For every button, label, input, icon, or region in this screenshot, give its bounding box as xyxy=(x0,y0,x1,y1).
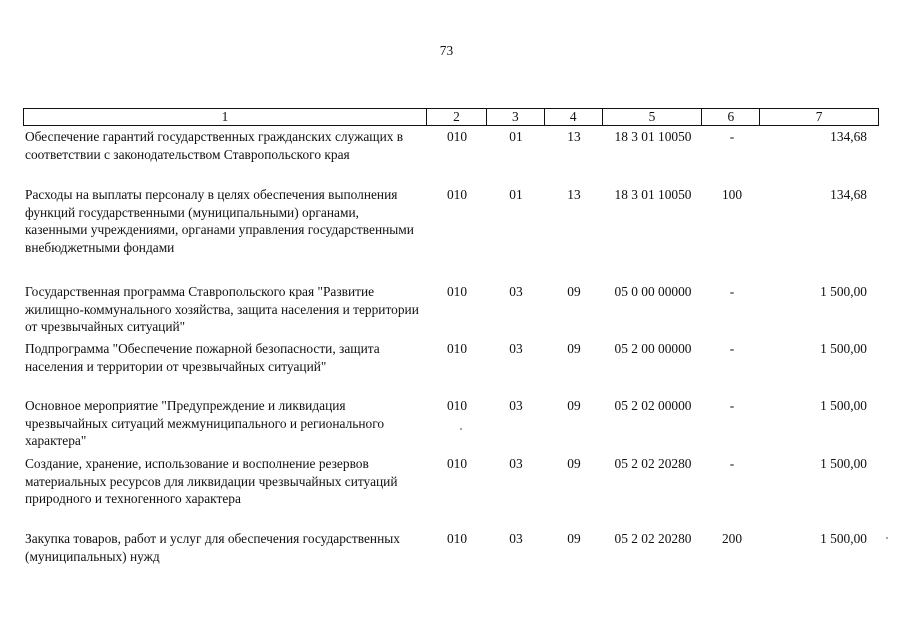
page-number: 73 xyxy=(439,43,454,58)
row-col-7: 134,68 xyxy=(830,187,867,202)
row-col-2: 010 xyxy=(446,398,468,413)
row-col-2: 010 xyxy=(446,456,468,471)
row-col-3: 03 xyxy=(509,531,523,546)
row-col-6: - xyxy=(729,456,735,471)
table-row xyxy=(23,397,879,450)
row-col-6: - xyxy=(729,341,735,356)
row-col-5: 05 0 00 00000 xyxy=(614,284,692,299)
column-header-4: 4 xyxy=(545,109,603,125)
row-col-2: 010 xyxy=(446,129,468,144)
row-description: Основное мероприятие "Предупреждение и ликвидация чрезвычайных ситуаций межмуниципального и регионального характера" xyxy=(25,398,385,449)
row-col-4: 09 xyxy=(567,456,581,471)
row-col-3: 01 xyxy=(509,129,523,144)
row-description: Подпрограмма "Обеспечение пожарной безопасности, защита населения и территории от чрезвычайных ситуаций" xyxy=(25,341,380,374)
table-row xyxy=(23,186,879,256)
row-col-4: 09 xyxy=(567,284,581,299)
row-col-5: 05 2 00 00000 xyxy=(614,341,692,356)
table-header xyxy=(23,108,879,126)
row-col-6: 100 xyxy=(721,187,743,202)
row-col-4: 09 xyxy=(567,341,581,356)
row-col-4: 09 xyxy=(567,398,581,413)
row-col-6: - xyxy=(729,284,735,299)
column-header-1: 1 xyxy=(24,109,427,125)
row-col-6: - xyxy=(729,398,735,413)
table-row xyxy=(23,283,879,336)
row-col-3: 03 xyxy=(509,398,523,413)
row-col-6: - xyxy=(729,129,735,144)
row-col-3: 03 xyxy=(509,284,523,299)
row-col-7: 134,68 xyxy=(830,129,867,144)
row-col-3: 01 xyxy=(509,187,523,202)
row-col-2: 010 xyxy=(446,284,468,299)
row-col-5: 05 2 02 20280 xyxy=(614,456,692,471)
row-col-2: 010 xyxy=(446,187,468,202)
row-description: Государственная программа Ставропольского края "Развитие жилищно-коммунального хозяйства, защита населения и территории от чрезвычайных ситуаций" xyxy=(25,284,419,335)
row-col-7: 1 500,00 xyxy=(820,531,867,546)
row-col-7: 1 500,00 xyxy=(820,341,867,356)
column-header-7: 7 xyxy=(815,109,823,124)
table-row xyxy=(23,455,879,508)
row-col-2: 010 xyxy=(446,341,468,356)
row-description: Обеспечение гарантий государственных гражданских служащих в соответствии с законодательством Ставропольского края xyxy=(25,129,404,162)
row-col-7: 1 500,00 xyxy=(820,398,867,413)
row-col-5: 18 3 01 10050 xyxy=(614,129,692,144)
table-row xyxy=(23,340,879,375)
column-header-3: 3 xyxy=(487,109,545,125)
row-col-5: 05 2 02 20280 xyxy=(614,531,692,546)
row-description: Создание, хранение, использование и восполнение резервов материальных ресурсов для ликвидации чрезвычайных ситуаций природного и техногенного характера xyxy=(25,456,398,507)
column-header-2: 2 xyxy=(427,109,487,125)
column-header-5: 5 xyxy=(603,109,703,125)
row-col-6: 200 xyxy=(721,531,743,546)
scan-speck xyxy=(886,537,888,539)
table-row xyxy=(23,128,879,163)
row-col-4: 09 xyxy=(567,531,581,546)
row-description: Расходы на выплаты персоналу в целях обеспечения выполнения функций государственными (муниципальными) органами, казенными учреждениями, органами управления государственными внебюджетными фондами xyxy=(25,187,414,255)
row-col-3: 03 xyxy=(509,341,523,356)
row-description: Закупка товаров, работ и услуг для обеспечения государственных (муниципальных) нужд xyxy=(25,531,400,564)
row-col-4: 13 xyxy=(567,187,581,202)
row-col-2: 010 xyxy=(446,531,468,546)
row-col-5: 05 2 02 00000 xyxy=(614,398,692,413)
column-header-6: 6 xyxy=(702,109,760,125)
row-col-7: 1 500,00 xyxy=(820,284,867,299)
row-col-5: 18 3 01 10050 xyxy=(614,187,692,202)
table-row xyxy=(23,530,879,565)
row-col-7: 1 500,00 xyxy=(820,456,867,471)
row-col-3: 03 xyxy=(509,456,523,471)
row-col-4: 13 xyxy=(567,129,581,144)
scan-speck xyxy=(460,428,462,430)
